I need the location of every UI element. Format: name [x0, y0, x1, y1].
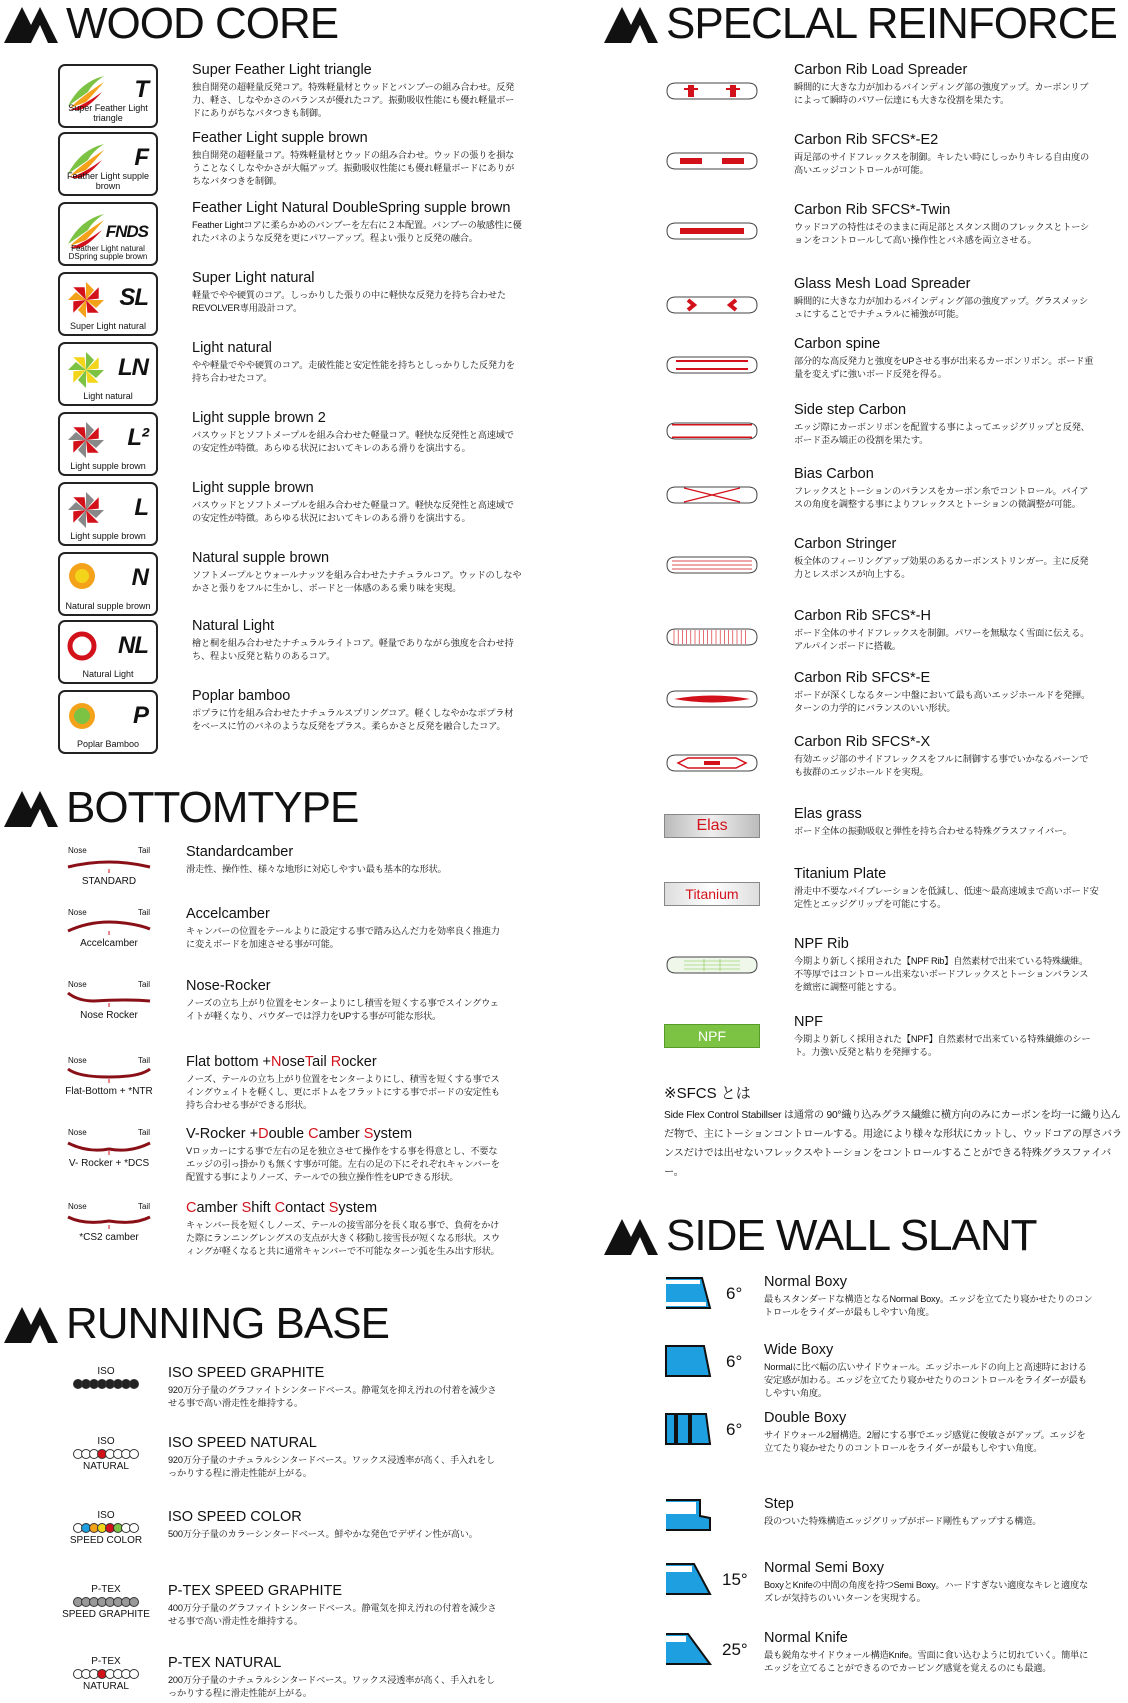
wood-core-icon	[58, 272, 158, 336]
item-desc: ボード全体の振動吸収と弾性を持ち合わせる特殊グラスファイバー。	[794, 826, 1072, 836]
icon-letters: FNDS	[105, 222, 148, 241]
feature-item	[794, 336, 1094, 381]
base-bottom-label: NATURAL	[83, 1681, 129, 1692]
feature-item	[192, 550, 522, 595]
base-diagram	[52, 1584, 160, 1620]
feature-item	[168, 1583, 498, 1628]
item-desc: ボードが深くしなるターン中盤において最も高いエッジホールドを発揮。ターンの力学的にバランスのいい形状。	[794, 690, 1091, 713]
brand-logo-icon	[604, 5, 658, 43]
tail-label: Tail	[137, 980, 150, 989]
running-base-title	[4, 1299, 389, 1348]
icon-caption: Light natural	[83, 391, 133, 401]
nose-label: Nose	[68, 980, 87, 989]
camber-label: STANDARD	[81, 876, 137, 887]
wood-core-icon	[58, 482, 158, 546]
elas-tag: Elas	[664, 814, 760, 838]
nose-label: Nose	[68, 908, 87, 917]
item-desc: 滑走中不要なバイブレーションを低減し、低速〜最高速域まで高いボード安定性とエッジグリップを可能にする。	[794, 886, 1099, 909]
item-name: Accelcamber	[186, 906, 270, 922]
camber-profile-icon	[64, 1065, 154, 1083]
base-dots-icon	[52, 1597, 160, 1607]
feature-item	[764, 1496, 1094, 1528]
base-top-label: ISO	[97, 1366, 115, 1377]
bottomtype-title	[4, 783, 359, 832]
brand-logo-icon	[4, 5, 58, 43]
icon-letters: L²	[127, 424, 148, 451]
item-name: Normal Knife	[764, 1630, 848, 1646]
board-reinforce-icon	[664, 752, 760, 774]
item-name: Flat bottom +NoseTail Rocker	[186, 1054, 377, 1070]
feature-item	[168, 1655, 498, 1700]
brand-logo-icon	[4, 1305, 58, 1343]
base-dots-icon	[52, 1449, 160, 1459]
camber-profile-icon	[64, 917, 154, 935]
feature-item	[186, 1126, 506, 1184]
item-desc: フレックスとトーションのバランスをカーボン糸でコントロール。バイアスの角度を調整する事によりフレックスとトーションの微調整が可能。	[794, 486, 1089, 509]
wood-core-icon	[58, 342, 158, 406]
icon-letters: F	[134, 144, 148, 171]
item-name: Carbon Rib SFCS*-E2	[794, 132, 939, 148]
item-name: Side step Carbon	[794, 402, 907, 418]
item-desc: バスウッドとソフトメープルを組み合わせた軽量コア。軽快な反発性と高速域での安定性が特徴。あらゆる状況においてキレのある滑りを演出する。	[192, 430, 514, 453]
section-heading: SPECLAL REINFORCE	[666, 0, 1117, 48]
section-heading: SIDE WALL SLANT	[666, 1211, 1037, 1260]
item-name: Normal Boxy	[764, 1274, 847, 1290]
wood-core-icon	[58, 690, 158, 754]
tail-label: Tail	[137, 908, 150, 917]
board-reinforce-icon	[664, 294, 760, 316]
feature-item	[168, 1435, 498, 1480]
item-name: Carbon Rib SFCS*-E	[794, 670, 931, 686]
item-desc: ポプラに竹を組み合わせたナチュラルスプリングコア。軽くしなやかなポプラ材をベースに竹のバネのような反発をプラス。柔らかさと反発を融合したコア。	[192, 708, 514, 731]
item-desc: 最もスタンダードな構造となるNormal Boxy。エッジを立てたり寝かせたりのコントロールをライダーが最もしやすい角度。	[764, 1294, 1093, 1317]
base-dots-icon	[52, 1669, 160, 1679]
nose-label: Nose	[68, 1128, 87, 1137]
icon-caption: Light supple brown	[70, 461, 146, 471]
camber-label: V- Rocker + *DCS	[68, 1158, 150, 1169]
nose-label: Nose	[68, 1202, 87, 1211]
wood-core-icon	[58, 412, 158, 476]
feature-item	[192, 270, 522, 315]
item-name: Carbon Rib SFCS*-Twin	[794, 202, 951, 218]
feature-item	[192, 480, 522, 525]
tail-label: Tail	[137, 1056, 150, 1065]
item-name: Light supple brown 2	[192, 410, 326, 426]
board-reinforce-icon	[664, 688, 760, 710]
feature-item	[764, 1342, 1094, 1400]
board-reinforce-icon	[664, 484, 760, 506]
section-heading: BOTTOMTYPE	[66, 783, 359, 832]
nose-label: Nose	[68, 846, 87, 855]
item-desc: 独自開発の超軽量反発コア。特殊軽量材とウッドとバンブーの組み合わせ。反発力、軽さ、しなやかさのバランスが優れたコア。振動吸収性能にも優れ軽量ボードにありがちなバタつきも制御。	[192, 82, 515, 118]
feature-item	[794, 466, 1094, 511]
camber-label: Flat-Bottom + *NTR	[65, 1086, 153, 1097]
item-desc: 920万分子量のナチュラルシンタードベース。ワックス浸透率が高く、手入れをしっかりする程に滑走性能が上がる。	[168, 1455, 495, 1478]
feature-item	[192, 130, 522, 188]
feature-item	[794, 670, 1094, 715]
icon-letters: NL	[118, 632, 148, 659]
item-name: Light supple brown	[192, 480, 314, 496]
icon-caption: Light supple brown	[70, 531, 146, 541]
pinwheel-icon	[66, 490, 106, 530]
camber-diagram	[64, 846, 154, 887]
item-desc: キャンバー長を短くしノーズ、テールの接雪部分を長く取る事で、負荷をかけた際にランニングレングスの支点が大きく移動し接雪長が短くなる形状。スウィングが軽くなると共に通常キャンバーで不可能なターン弧を生み出す形状。	[186, 1220, 500, 1256]
feature-item	[168, 1365, 498, 1410]
item-name: V-Rocker +Double Camber System	[186, 1126, 413, 1142]
side-wall-profile-icon	[664, 1412, 712, 1446]
item-desc: 軽量でやや硬質のコア。しっかりした張りの中に軽快な反発力を持ち合わせたREVOLVER専用設計コア。	[192, 290, 506, 313]
base-diagram	[52, 1436, 160, 1472]
feature-item	[794, 608, 1094, 653]
icon-caption: Feather Light supple brown	[66, 171, 150, 191]
item-name: Light natural	[192, 340, 272, 356]
item-desc: ソフトメープルとウォールナッツを組み合わせたナチュラルコア。ウッドのしなやかさと張りをフルに生かし、ボードと一体感のある乗り味を実現。	[192, 570, 522, 593]
tail-label: Tail	[137, 1128, 150, 1137]
feature-item	[764, 1560, 1094, 1605]
icon-letters: T	[134, 76, 148, 103]
slant-degree: 6°	[726, 1284, 743, 1303]
item-name: Camber Shift Contact System	[186, 1200, 378, 1216]
pinwheel-icon	[66, 280, 106, 320]
item-name: Titanium Plate	[794, 866, 887, 882]
circle-icon	[66, 628, 106, 668]
titanium-item	[794, 866, 1104, 911]
board-reinforce-icon	[664, 220, 760, 242]
item-desc: 段のついた特殊構造エッジグリップがボード剛性もアップする構造。	[764, 1516, 1042, 1526]
wood-core-icon	[58, 552, 158, 616]
item-desc: BoxyとKnifeの中間の角度を持つSemi Boxy。ハードすぎない適度なキレと適度なズレが気持ちのいいターンを実現する。	[764, 1580, 1088, 1603]
item-desc: ノーズの立ち上がり位置をセンターよりにし積雪を短くする事でスイングウェイトが軽くなり、パウダーでは浮力をUPする事が可能な形状。	[186, 998, 499, 1021]
brand-logo-icon	[604, 1217, 658, 1255]
feature-item	[186, 844, 506, 876]
item-desc: Normalに比べ幅の広いサイドウォール。エッジホールドの向上と高速時における安定感が加わる。エッジを立てたり寝かせたりのコントロールをライダーが最もしやすい角度。	[764, 1362, 1087, 1398]
item-desc: ウッドコアの特性はそのままに両足部とスタンス間のフレックスとトーションをコントロールして高い操作性とバネ感を両立させる。	[794, 222, 1090, 245]
item-name: Feather Light Natural DoubleSpring supple brown	[192, 200, 511, 216]
wood-core-icon	[58, 64, 158, 128]
item-desc: 200万分子量のナチュラルシンタードベース。ワックス浸透率が高く、手入れをしっかりする程に滑走性能が上がる。	[168, 1675, 495, 1698]
feature-item	[192, 200, 522, 245]
base-diagram	[52, 1656, 160, 1692]
item-desc: ボード全体のサイドフレックスを制御。パワーを無駄なく雪面に伝える。アルパインボードに搭載。	[794, 628, 1090, 651]
side-wall-profile-icon	[664, 1276, 712, 1310]
circle-icon	[66, 698, 106, 738]
npf-item	[794, 1014, 1094, 1059]
feature-item	[192, 340, 522, 385]
icon-caption: Feather Light natural DSpring supple brown	[68, 244, 148, 261]
item-name: ISO SPEED COLOR	[168, 1509, 302, 1525]
icon-caption: Super Feather Light triangle	[68, 103, 148, 123]
feature-item	[192, 618, 522, 663]
item-desc: 最も鋭角なサイドウォール構造Knife。雪面に食い込むように切れていく。簡単にエッジを立てることができるのでカービング感覚を覚えるのにも最適。	[764, 1650, 1089, 1673]
base-bottom-label: SPEED GRAPHITE	[62, 1609, 150, 1620]
item-desc: 400万分子量のグラファイトシンタードベース。静電気を抑え汚れの付着を減少させる事で高い滑走性を維持する。	[168, 1603, 497, 1626]
tail-label: Tail	[137, 846, 150, 855]
side-wall-profile-icon	[664, 1344, 712, 1378]
item-name: Wide Boxy	[764, 1342, 834, 1358]
sfcs-title: ※SFCS とは	[664, 1085, 751, 1102]
camber-diagram	[64, 980, 154, 1021]
sfcs-note	[664, 1082, 1126, 1182]
item-name: NPF Rib	[794, 936, 849, 952]
item-desc: 板全体のフィーリングアップ効果のあるカーボンストリンガー。主に反発力とレスポンスが向上する。	[794, 556, 1089, 579]
item-name: Natural supple brown	[192, 550, 330, 566]
item-name: Step	[764, 1496, 794, 1512]
feature-item	[794, 536, 1094, 581]
item-name: NPF	[794, 1014, 823, 1030]
board-reinforce-icon	[664, 554, 760, 576]
camber-profile-icon	[64, 1211, 154, 1229]
feature-item	[186, 906, 506, 951]
feature-item	[192, 62, 522, 120]
feature-item	[764, 1410, 1094, 1455]
circle-icon	[66, 560, 106, 600]
icon-letters: N	[131, 564, 148, 591]
feature-item	[794, 132, 1094, 177]
item-desc: バスウッドとソフトメープルを組み合わせた軽量コア。軽快な反発性と高速域での安定性が特徴。あらゆる状況においてキレのある滑りを演出する。	[192, 500, 514, 523]
item-name: P-TEX NATURAL	[168, 1655, 282, 1671]
icon-caption: Natural supple brown	[65, 601, 151, 611]
item-name: Bias Carbon	[794, 466, 874, 482]
camber-diagram	[64, 1128, 154, 1169]
item-name: Super Light natural	[192, 270, 315, 286]
camber-label: Accelcamber	[80, 938, 138, 949]
item-desc: 部分的な高反発力と強度をUPさせる事が出来るカーボンリボン。ボード重量を変えずに強いボード反発を得る。	[794, 356, 1094, 379]
wood-core-icon	[58, 132, 158, 196]
npf-tag: NPF	[664, 1024, 760, 1048]
feature-item	[186, 1054, 506, 1112]
slant-degree: 6°	[726, 1352, 743, 1371]
item-desc: 500万分子量のカラーシンタードベース。鮮やかな発色でデザイン性が高い。	[168, 1529, 478, 1539]
feature-item	[764, 1274, 1094, 1319]
base-dots-icon	[52, 1523, 160, 1533]
item-name: Standardcamber	[186, 844, 294, 860]
board-reinforce-icon	[664, 420, 760, 442]
item-desc: 檜と桐を組み合わせたナチュラルライトコア。軽量でありながら強度を合わせ持ち、程よい反発と粘りのあるコア。	[192, 638, 514, 661]
item-name: Nose-Rocker	[186, 978, 271, 994]
pinwheel-icon	[66, 420, 106, 460]
icon-letters: L	[134, 494, 148, 521]
board-reinforce-icon	[664, 354, 760, 376]
feature-item	[794, 402, 1094, 447]
item-name: Feather Light supple brown	[192, 130, 368, 146]
wood-core-title	[4, 2, 338, 46]
side-wall-profile-icon	[664, 1632, 712, 1666]
slant-degree: 25°	[722, 1640, 748, 1659]
feature-item	[794, 202, 1094, 247]
item-name: Carbon spine	[794, 336, 881, 352]
wood-core-icon	[58, 202, 158, 266]
camber-diagram	[64, 908, 154, 949]
item-name: Natural Light	[192, 618, 275, 634]
npf-rib-board-icon	[664, 954, 760, 976]
feature-item	[794, 62, 1094, 107]
titanium-tag: Titanium	[664, 882, 760, 906]
icon-caption: Natural Light	[82, 669, 134, 679]
base-bottom-label: NATURAL	[83, 1461, 129, 1472]
side-wall-profile-icon	[664, 1498, 712, 1532]
camber-label: Nose Rocker	[80, 1010, 138, 1021]
item-name: Double Boxy	[764, 1410, 847, 1426]
nose-label: Nose	[68, 1056, 87, 1065]
camber-label: *CS2 camber	[79, 1232, 139, 1243]
item-name: P-TEX SPEED GRAPHITE	[168, 1583, 343, 1599]
item-desc: 瞬間的に大きな力が加わるバインディング部の強度アップ。グラスメッシュにすることでナチュラルに補強が可能。	[794, 296, 1089, 319]
npf-rib-item	[794, 936, 1094, 994]
item-name: Carbon Rib SFCS*-H	[794, 608, 931, 624]
item-name: Carbon Rib Load Spreader	[794, 62, 968, 78]
item-desc: エッジ際にカーボンリボンを配置する事によってエッジグリップと反発、ボード歪み矯正の役割を果たす。	[794, 422, 1090, 445]
side-wall-profile-icon	[664, 1562, 712, 1596]
item-name: Glass Mesh Load Spreader	[794, 276, 971, 292]
feature-item	[186, 1200, 506, 1258]
item-name: Elas grass	[794, 806, 862, 822]
feature-item	[764, 1630, 1094, 1675]
icon-caption: Poplar Bamboo	[76, 739, 140, 749]
item-desc: 有効エッジ部のサイドフレックスをフルに制御する事でいかなるバーンでも抜群のエッジホールドを実現。	[794, 754, 1089, 777]
item-name: Normal Semi Boxy	[764, 1560, 885, 1576]
item-name: Carbon Stringer	[794, 536, 897, 552]
section-heading: WOOD CORE	[66, 0, 339, 48]
side-wall-title	[604, 1211, 1037, 1260]
camber-profile-icon	[64, 989, 154, 1007]
base-top-label: P-TEX	[91, 1584, 121, 1595]
icon-letters: LN	[118, 354, 148, 381]
item-desc: キャンバーの位置をテールよりに設定する事で踏み込んだ力を効率良く推進力に変えボードを加速させる事が可能。	[186, 926, 500, 949]
sfcs-desc: Side Flex Control Stabillser は通常の 90°織り込みグラス繊維に横方向のみにカーボンを均一に織り込んだ物で、主にトーションコントロールする。用途により様々な形状にカットし、ウッドコアの厚さバランスだけでは出せないフレックスやトーションをコントロールすることができる特殊グラスファイバー。	[664, 1110, 1122, 1178]
tail-label: Tail	[137, 1202, 150, 1211]
item-desc: Vロッカーにする事で左右の足を独立させて操作をする事を得意とし、不要なエッジの引っ掛かりも無くす事が可能。左右の足の下にそれぞれキャンバーを配置する事によりノーズ、テールでの独立操作性をUPできる形状。	[186, 1146, 500, 1182]
wood-core-icon	[58, 620, 158, 684]
item-desc: Feather Lightコアに柔らかめのバンブーを左右に２本配置。バンブーの敏感性に優れたバネのような反発を更にパワーアップ。程よい張りと反発の融合。	[192, 220, 522, 243]
feature-item	[192, 410, 522, 455]
icon-caption: Super Light natural	[69, 321, 147, 331]
slant-degree: 15°	[722, 1570, 748, 1589]
feature-item	[168, 1509, 498, 1541]
item-name: ISO SPEED NATURAL	[168, 1435, 317, 1451]
base-diagram	[52, 1510, 160, 1546]
item-desc: 独自開発の超軽量コア。特殊軽量材とウッドの組み合わせ。ウッドの張りを損なうことなくしなやかさが大幅アップ。振動吸収性能にも優れ軽量ボードにありがちなバタつきを制御。	[192, 150, 515, 186]
brand-logo-icon	[4, 789, 58, 827]
section-heading: RUNNING BASE	[66, 1299, 389, 1348]
board-reinforce-icon	[664, 150, 760, 172]
base-top-label: P-TEX	[91, 1656, 121, 1667]
item-desc: 滑走性、操作性、様々な地形に対応しやすい最も基本的な形状。	[186, 864, 447, 874]
base-top-label: ISO	[97, 1436, 115, 1447]
icon-letters: P	[132, 702, 148, 729]
camber-diagram	[64, 1056, 154, 1097]
base-bottom-label: SPEED COLOR	[69, 1535, 143, 1546]
board-reinforce-icon	[664, 80, 760, 102]
feature-item	[186, 978, 506, 1023]
item-name: Poplar bamboo	[192, 688, 291, 704]
item-desc: 今期より新しく採用された【NPF Rib】自然素材で出来ている特殊繊維。不等厚ではコントロール出来ないボードフレックスとトーションバランスを緻密に調整可能とする。	[794, 956, 1089, 992]
item-desc: 今期より新しく採用された【NPF】自然素材で出来ている特殊繊維のシート。力強い反発と粘りを発揮する。	[794, 1034, 1091, 1057]
item-desc: やや軽量でやや硬質のコア。走破性能と安定性能を持ちとしっかりした反発力を持ち合わせたコア。	[192, 360, 515, 383]
camber-profile-icon	[64, 855, 154, 873]
item-name: ISO SPEED GRAPHITE	[168, 1365, 325, 1381]
slant-degree: 6°	[726, 1420, 743, 1439]
item-desc: 920万分子量のグラファイトシンタードベース。静電気を抑え汚れの付着を減少させる事で高い滑走性を維持する。	[168, 1385, 497, 1408]
pinwheel-icon	[66, 350, 106, 390]
item-desc: サイドウォール2層構造。2層にする事でエッジ感覚に俊敏さがアップ。エッジを立てたり寝かせたりのコントロールをライダーが最もしやすい角度。	[764, 1430, 1086, 1453]
elas-item	[794, 806, 1114, 838]
base-diagram	[52, 1366, 160, 1391]
feature-item	[192, 688, 522, 733]
feature-item	[794, 734, 1094, 779]
camber-diagram	[64, 1202, 154, 1243]
board-reinforce-icon	[664, 626, 760, 648]
item-desc: 両足部のサイドフレックスを制御。キレたい時にしっかりキレる自由度の高いエッジコントロールが可能。	[794, 152, 1089, 175]
base-dots-icon	[52, 1379, 160, 1389]
item-name: Super Feather Light triangle	[192, 62, 372, 78]
item-desc: ノーズ、テールの立ち上がり位置をセンターよりにし、積雪を短くする事でスイングウェイトを軽くし、更にボトムをフラットにする事でボードの安定性も持ち合わせる事ができる形状。	[186, 1074, 500, 1110]
item-name: Carbon Rib SFCS*-X	[794, 734, 931, 750]
feature-item	[794, 276, 1094, 321]
camber-profile-icon	[64, 1137, 154, 1155]
icon-letters: SL	[119, 284, 148, 311]
reinforce-title	[604, 2, 1117, 46]
item-desc: 瞬間的に大きな力が加わるバインディング部の強度アップ。カーボンリブによって瞬時のパワー伝達にも大きな役割を果たす。	[794, 82, 1089, 105]
base-top-label: ISO	[97, 1510, 115, 1521]
